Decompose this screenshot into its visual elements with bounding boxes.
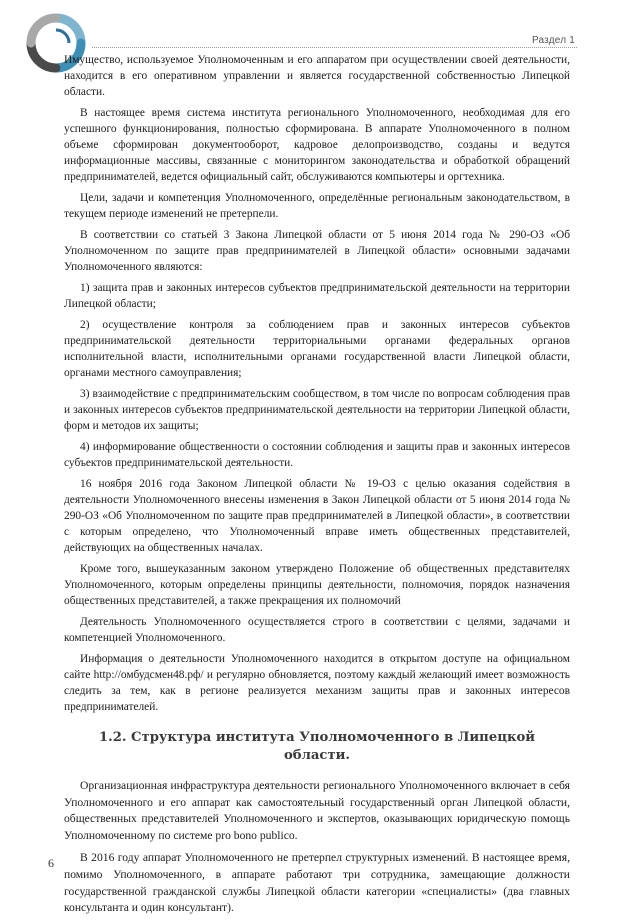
paragraph: Организационная инфраструктура деятельности регионального Уполномоченного включает в себя Уполномоченного и его аппарат как самостоятельный государственный орган Липецкой области, общественных представителей Уполномоченного и экспертов, оказывающих юридическую помощь Уполномоченному по системе pro bono publico.	[64, 779, 570, 842]
section-label: Раздел 1	[532, 35, 575, 46]
paragraph: Информация о деятельности Уполномоченного находится в открытом доступе на официальном сайте http://омбудсмен48.рф/ и регулярно обновляется, поэтому каждый желающий имеет возможность следить за тем, как в регионе реализуется механизм защиты прав и законных интересов предпринимателей.	[64, 653, 570, 713]
paragraph: В соответствии со статьей 3 Закона Липецкой области от 5 июня 2014 года № 290-ОЗ «Об Уполномоченном по защите прав предпринимателей в Липецкой области» основными задачами Уполномоченного являются:	[64, 229, 570, 273]
paragraph: Кроме того, вышеуказанным законом утверждено Положение об общественных представителях Уполномоченного, которым определены принципы деятельности, полномочия, порядок назначения общественных представителей, а также прекращения их полномочий	[64, 563, 570, 607]
paragraph: Имущество, используемое Уполномоченным и его аппаратом при осуществлении своей деятельности, находится в его оперативном управлении и является государственной собственностью Липецкой области.	[64, 54, 570, 98]
paragraph: В настоящее время система института регионального Уполномоченного, необходимая для его успешного функционирования, полностью сформирована. В аппарате Уполномоченного в полном объеме сформирован документооборот, кадровое делопроизводство, созданы и ведутся информационные массивы, связанные с мониторингом законодательства и обработкой обращений предпринимателей, ведется официальный сайт, обслуживаются компьютеры и оргтехника.	[64, 107, 570, 183]
document-body	[64, 52, 570, 923]
list-item: 1) защита прав и законных интересов субъектов предпринимательской деятельности на территории Липецкой области;	[64, 282, 570, 310]
paragraph: Цели, задачи и компетенция Уполномоченного, определённые региональным законодательством, в текущем периоде изменений не претерпели.	[64, 192, 570, 220]
header-divider	[92, 47, 577, 48]
paragraph: Деятельность Уполномоченного осуществляется строго в соответствии с целями, задачами и компетенцией Уполномоченного.	[64, 616, 570, 644]
list-item: 2) осуществление контроля за соблюдением прав и законных интересов субъектов предпринимательской деятельности территориальными органами федеральных органов исполнительной власти, исполнительными органами государственной власти Липецкой области, органами местного самоуправления;	[64, 319, 570, 379]
list-item: 3) взаимодействие с предпринимательским сообществом, в том числе по вопросам соблюдения прав и законных интересов субъектов предпринимательской деятельности на территории Липецкой области, форм и методов их защиты;	[64, 388, 570, 432]
paragraph: 16 ноября 2016 года Законом Липецкой области № 19-ОЗ с целью оказания содействия в деятельности Уполномоченного внесены изменения в Закон Липецкой области от 5 июня 2014 года № 290-ОЗ «Об Уполномоченном по защите прав предпринимателей в Липецкой области», в соответствии с которым определено, что Уполномоченный вправе иметь общественных представителей, действующих на общественных началах.	[64, 478, 570, 554]
page-number: 6	[48, 856, 54, 870]
section-heading: 1.2. Структура института Уполномоченного в Липецкой области.	[98, 730, 536, 763]
paragraph: В 2016 году аппарат Уполномоченного не претерпел структурных изменений. В настоящее время, помимо Уполномоченного, в аппарате работают три сотрудника, замещающие должности государственной гражданской службы Липецкой области категории «специалисты» (два главных консультанта и один консультант).	[64, 851, 570, 915]
section-body	[64, 778, 570, 917]
list-item: 4) информирование общественности о состоянии соблюдения и защиты прав и законных интересов субъектов предпринимательской деятельности.	[64, 441, 570, 469]
